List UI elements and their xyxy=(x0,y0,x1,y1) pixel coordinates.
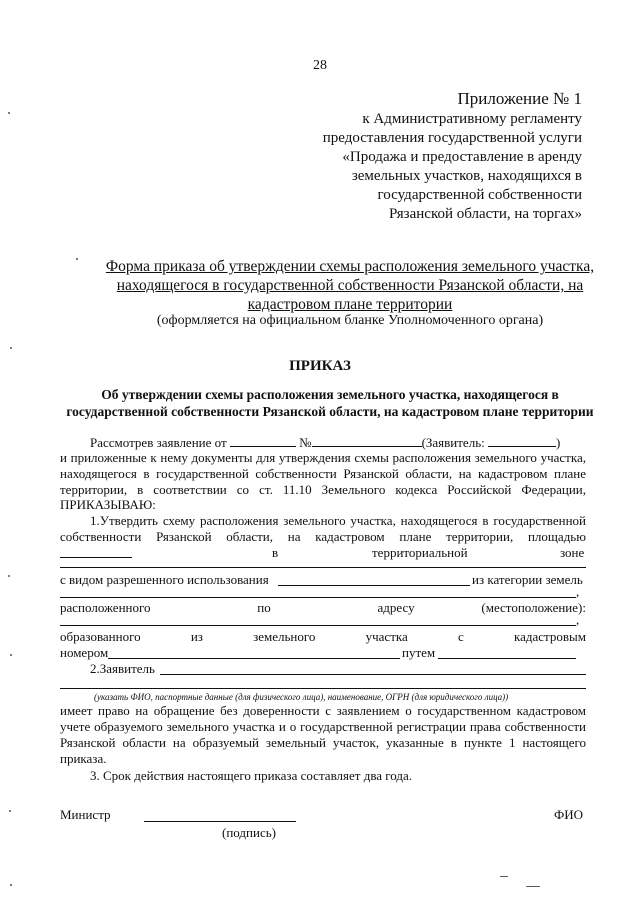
application-number-blank xyxy=(312,434,422,447)
scan-speck xyxy=(9,810,11,812)
appendix-block xyxy=(323,88,582,224)
application-line xyxy=(90,434,586,451)
form-note: (оформляется на официальном бланке Уполномоченного органа) xyxy=(156,313,544,328)
word: кадастровым xyxy=(513,629,586,644)
word: на xyxy=(287,529,301,544)
paragraph-line: Рязанской области на образуемый земельный участок, указанные в пункте 1 настоящего xyxy=(60,735,586,750)
word: кадастровом xyxy=(315,529,385,544)
paragraph-line: и приложенные к нему документы для утверждения схемы расположения земельного участка, xyxy=(60,450,586,465)
appendix-line: земельных участков, находящихся в xyxy=(351,168,582,184)
form-title-line: кадастровом плане территории xyxy=(247,296,453,313)
appendix-title: Приложение № 1 xyxy=(457,89,582,108)
item2-label: 2.Заявитель xyxy=(90,661,155,676)
usage-blank xyxy=(278,585,470,586)
scan-speck xyxy=(8,575,10,577)
scan-speck xyxy=(10,884,12,886)
area-blank xyxy=(60,557,132,558)
comma: , xyxy=(576,612,580,627)
paragraph-line: территории, в соответствии со ст. 11.10 Земельного кодекса Российской Федерации, xyxy=(60,482,586,497)
word: плане xyxy=(399,529,432,544)
item2-hint: (указать ФИО, паспортные данные (для физического лица), наименование, ОГРН (для юридического лица)) xyxy=(94,692,509,702)
signature-caption: (подпись) xyxy=(222,825,276,840)
word: земельного xyxy=(253,629,316,644)
word: из xyxy=(190,629,203,644)
number-sign: № xyxy=(299,435,312,450)
word: с xyxy=(457,629,464,644)
signature-name: ФИО xyxy=(554,807,584,822)
applicant-blank xyxy=(488,434,556,447)
category-label: из категории земель xyxy=(472,572,583,587)
word: участка xyxy=(365,629,408,644)
way-label: путем xyxy=(402,645,436,660)
address-line xyxy=(60,600,586,616)
scan-speck xyxy=(500,876,508,877)
paragraph-line: имеет право на обращение без доверенности с заявлением о государственном кадастровом xyxy=(60,703,586,718)
scan-speck xyxy=(10,654,12,656)
word: зоне xyxy=(560,545,585,560)
form-title-line: Форма приказа об утверждении схемы расположения земельного участка, xyxy=(105,258,595,275)
applicant-name-blank xyxy=(160,674,586,675)
form-title-line: находящегося в государственной собственности Рязанской области, на xyxy=(116,277,584,294)
scan-speck xyxy=(526,886,540,887)
scan-speck xyxy=(10,347,12,349)
paragraph-line: находящегося в государственной собственности Рязанской области, на кадастровом плане xyxy=(60,466,586,481)
item1-line: 1.Утвердить схему расположения земельного участка, находящегося в государственной xyxy=(90,513,586,528)
applicant-label: (Заявитель: xyxy=(421,435,485,450)
formed-line xyxy=(60,629,586,645)
word: Рязанской xyxy=(156,529,212,544)
category-blank xyxy=(60,597,576,598)
signature-role: Министр xyxy=(60,807,111,822)
scan-speck xyxy=(8,112,10,114)
applicant-details-blank xyxy=(60,688,586,689)
page-number: 28 xyxy=(313,58,327,73)
zone-blank xyxy=(60,567,586,568)
paragraph-line: приказа. xyxy=(60,751,107,766)
usage-label: с видом разрешенного использования xyxy=(60,572,269,587)
number-label: номером xyxy=(60,645,109,660)
scan-speck xyxy=(76,258,78,260)
word: площадью xyxy=(527,529,586,544)
appendix-line: предоставления государственной услуги xyxy=(322,130,582,146)
comma: , xyxy=(576,584,580,599)
decree-word: ПРИКАЗЫВАЮ: xyxy=(60,497,156,512)
signature-blank xyxy=(144,821,296,822)
appendix-line: «Продажа и предоставление в аренду xyxy=(342,149,582,165)
order-heading: ПРИКАЗ xyxy=(289,358,351,374)
word: собственности xyxy=(60,529,142,544)
way-blank xyxy=(438,658,576,659)
close-paren: ) xyxy=(555,435,561,450)
item3-text: 3. Срок действия настоящего приказа составляет два года. xyxy=(90,768,413,783)
order-subject-line: Об утверждении схемы расположения земельного участка, находящегося в xyxy=(101,387,559,402)
word: адресу xyxy=(377,600,415,615)
word: (местоположение): xyxy=(481,600,586,615)
appendix-line: государственной собственности xyxy=(377,187,582,203)
word: расположенного xyxy=(60,600,151,615)
word: области, xyxy=(226,529,274,544)
word: в xyxy=(272,545,279,560)
paragraph-line: учете образуемого земельного участка и о государственной регистрации права собственности xyxy=(60,719,586,734)
cadastral-number-blank xyxy=(108,658,400,659)
word: территориальной xyxy=(372,545,468,560)
word: по xyxy=(257,600,271,615)
application-label: Рассмотрев заявление от xyxy=(90,435,227,450)
item1-line2 xyxy=(60,529,586,545)
date-blank xyxy=(230,434,296,447)
order-subject-line: государственной собственности Рязанской области, на кадастровом плане территории xyxy=(66,404,594,419)
word: образованного xyxy=(60,629,141,644)
word: территории, xyxy=(446,529,514,544)
appendix-line: к Административному регламенту xyxy=(362,111,582,127)
appendix-line: Рязанской области, на торгах» xyxy=(389,206,582,222)
address-blank xyxy=(60,625,576,626)
